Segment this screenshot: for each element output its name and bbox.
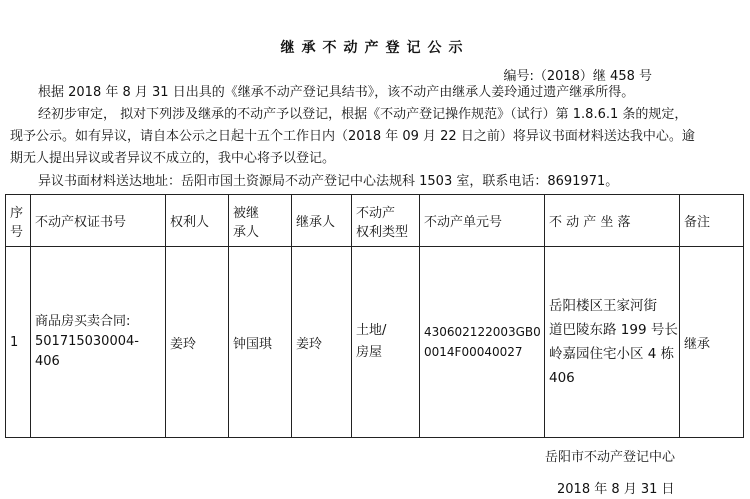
header-seq-line-1: 序 (10, 205, 24, 221)
header-right-type-line-1: 不动产 (356, 205, 396, 221)
cell-heir: 姜玲 (292, 247, 352, 438)
inheritance-registration-table (5, 194, 744, 438)
header-decedent-line-1: 被继 (233, 205, 260, 221)
issue-date: 2018 年 8 月 31 日 (557, 482, 675, 497)
table-row (6, 247, 744, 438)
header-right-type (352, 195, 420, 247)
header-location: 不 动 产 坐 落 (545, 195, 680, 247)
cell-right-type (352, 247, 420, 438)
header-remark: 备注 (680, 195, 744, 247)
cell-right-type-line-2: 房屋 (356, 345, 383, 360)
cell-unit-line-1: 430602122003GB0 (424, 325, 541, 339)
cell-location (545, 247, 680, 438)
cell-unit-line-2: 0014F00040027 (424, 345, 523, 359)
header-cert-number: 不动产权证书号 (31, 195, 166, 247)
cell-location-line-1: 岳阳楼区王家河街 (549, 298, 657, 314)
cell-cert-line-2: 501715030004-406 (35, 334, 139, 369)
header-right-type-line-2: 权利类型 (356, 224, 409, 240)
cell-location-line-4: 406 (549, 370, 575, 386)
cell-decedent: 钟国琪 (229, 247, 292, 438)
notice-paragraph-2-line-1: 经初步审定， 拟对下列涉及继承的不动产予以登记，根据《不动产登记操作规范》（试行）第 1.8.6.1 条的规定， (38, 107, 688, 122)
cell-cert-number (31, 247, 166, 438)
header-seq (6, 195, 31, 247)
header-heir: 继承人 (292, 195, 352, 247)
notice-paragraph-2-line-3: 期无人提出异议或者异议不成立的，我中心将予以登记。 (10, 151, 336, 166)
header-decedent (229, 195, 292, 247)
cell-location-line-2: 道巴陵东路 199 号长 (549, 322, 678, 338)
objection-address: 异议书面材料送达地址：岳阳市国土资源局不动产登记中心法规科 1503 室，联系电话：8691971。 (38, 174, 619, 189)
cell-unit-number (420, 247, 545, 438)
notice-paragraph-1: 根据 2018 年 8 月 31 日出具的《继承不动产登记具结书》，该不动产由继承人姜玲通过遗产继承所得。 (38, 85, 635, 100)
table-header-row (6, 195, 744, 247)
document-number: 编号:（2018）继 458 号 (503, 69, 652, 84)
cell-location-line-3: 岭嘉园住宅小区 4 栋 (549, 346, 675, 362)
notice-paragraph-2-line-2: 现予公示。如有异议，请自本公示之日起十五个工作日内（2018 年 09 月 22 日之前）将异议书面材料送达我中心。逾 (10, 129, 695, 144)
cell-owner: 姜玲 (166, 247, 229, 438)
cell-seq: 1 (6, 247, 31, 438)
cell-remark: 继承 (680, 247, 744, 438)
header-owner: 权利人 (166, 195, 229, 247)
cell-cert-line-1: 商品房买卖合同: (35, 314, 131, 329)
header-decedent-line-2: 承人 (233, 224, 260, 240)
notice-title: 继承不动产登记公示 (280, 40, 470, 56)
issuing-organization: 岳阳市不动产登记中心 (545, 450, 676, 465)
cell-right-type-line-1: 土地/ (356, 323, 387, 338)
header-unit-number: 不动产单元号 (420, 195, 545, 247)
header-seq-line-2: 号 (10, 224, 24, 240)
